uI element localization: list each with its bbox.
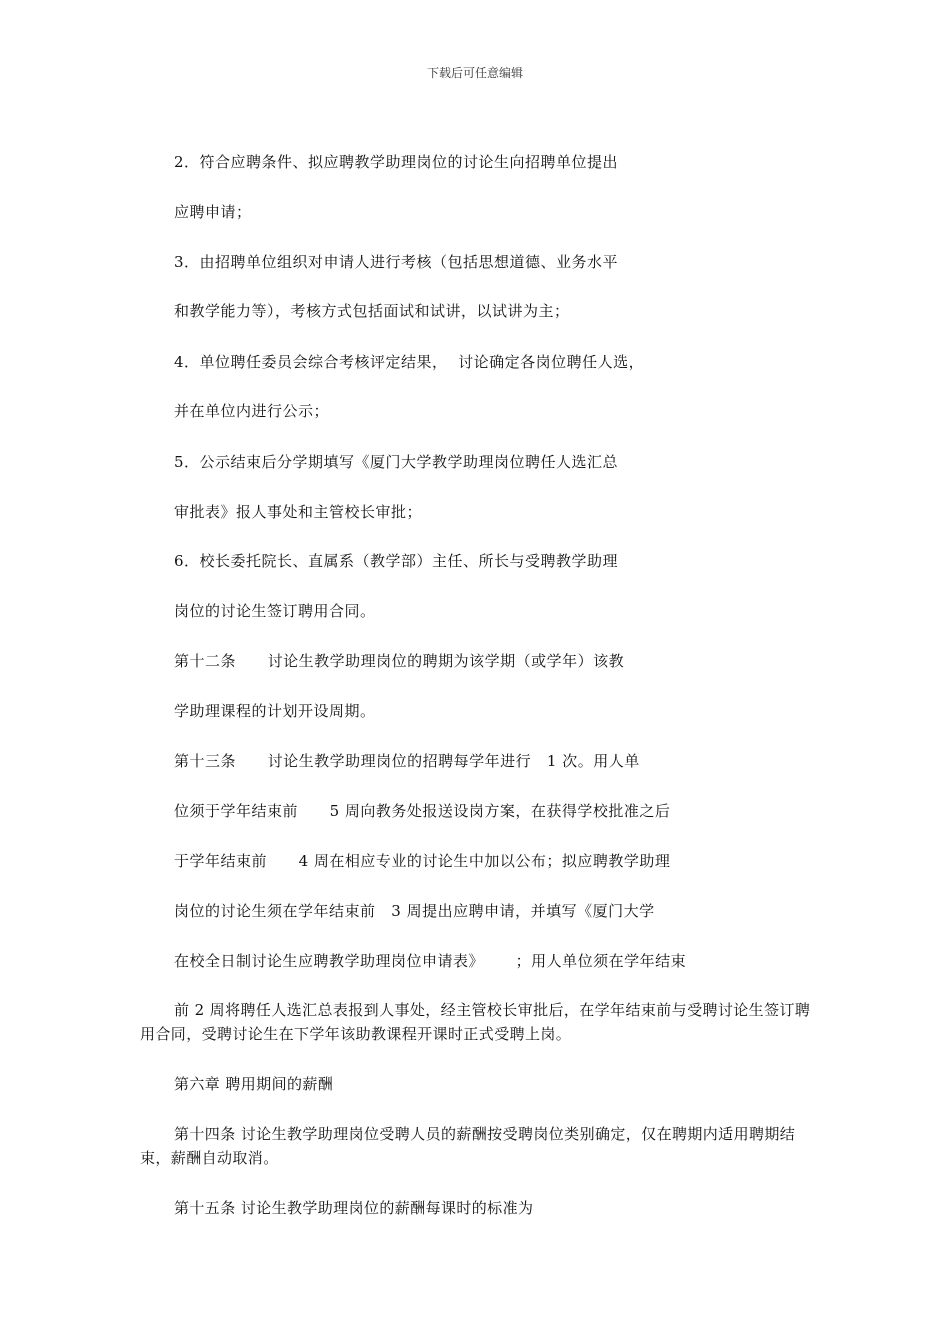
text-line: 6．校长委托院长、直属系（教学部）主任、所长与受聘教学助理 (174, 552, 619, 570)
text-line: 在校全日制讨论生应聘教学助理岗位申请表》 ；用人单位须在学年结束 (174, 952, 687, 970)
text-line: 应聘申请； (174, 203, 252, 221)
text-line: 审批表》报人事处和主管校长审批； (174, 503, 423, 521)
text-line: 2．符合应聘条件、拟应聘教学助理岗位的讨论生向招聘单位提出 (174, 153, 619, 171)
text-line: 岗位的讨论生须在学年结束前 3 周提出应聘申请，并填写《厦门大学 (174, 902, 655, 920)
article-14-paragraph: 第十四条 讨论生教学助理岗位受聘人员的薪酬按受聘岗位类别确定，仅在聘期内适用聘期结束，薪酬自动取消。 (140, 1125, 796, 1167)
text-line: 位须于学年结束前 5 周向教务处报送设岗方案，在获得学校批准之后 (174, 802, 671, 820)
page-header: 下载后可任意编辑 (426, 66, 523, 80)
text-line: 并在单位内进行公示； (174, 402, 330, 420)
text-line: 岗位的讨论生签订聘用合同。 (174, 602, 376, 620)
paragraph: 前 2 周将聘任人选汇总表报到人事处，经主管校长审批后，在学年结束前与受聘讨论生签订聘用合同，受聘讨论生在下学年该助教课程开课时正式受聘上岗。 (140, 1001, 811, 1043)
text-line: 5．公示结束后分学期填写《厦门大学教学助理岗位聘任人选汇总 (174, 453, 619, 471)
text-line: 4．单位聘任委员会综合考核评定结果， 讨论确定各岗位聘任人选， (174, 353, 645, 371)
text-line: 和教学能力等），考核方式包括面试和试讲，以试讲为主； (174, 302, 570, 320)
article-12-line: 第十二条 讨论生教学助理岗位的聘期为该学期（或学年）该教 (174, 652, 625, 670)
article-15-paragraph: 第十五条 讨论生教学助理岗位的薪酬每课时的标准为 (174, 1199, 534, 1217)
chapter-heading: 第六章 聘用期间的薪酬 (174, 1075, 334, 1093)
text-line: 3．由招聘单位组织对申请人进行考核（包括思想道德、业务水平 (174, 253, 619, 271)
article-13-line: 第十三条 讨论生教学助理岗位的招聘每学年进行 1 次。用人单 (174, 752, 640, 770)
text-line: 学助理课程的计划开设周期。 (174, 702, 376, 720)
text-line: 于学年结束前 4 周在相应专业的讨论生中加以公布；拟应聘教学助理 (174, 852, 671, 870)
